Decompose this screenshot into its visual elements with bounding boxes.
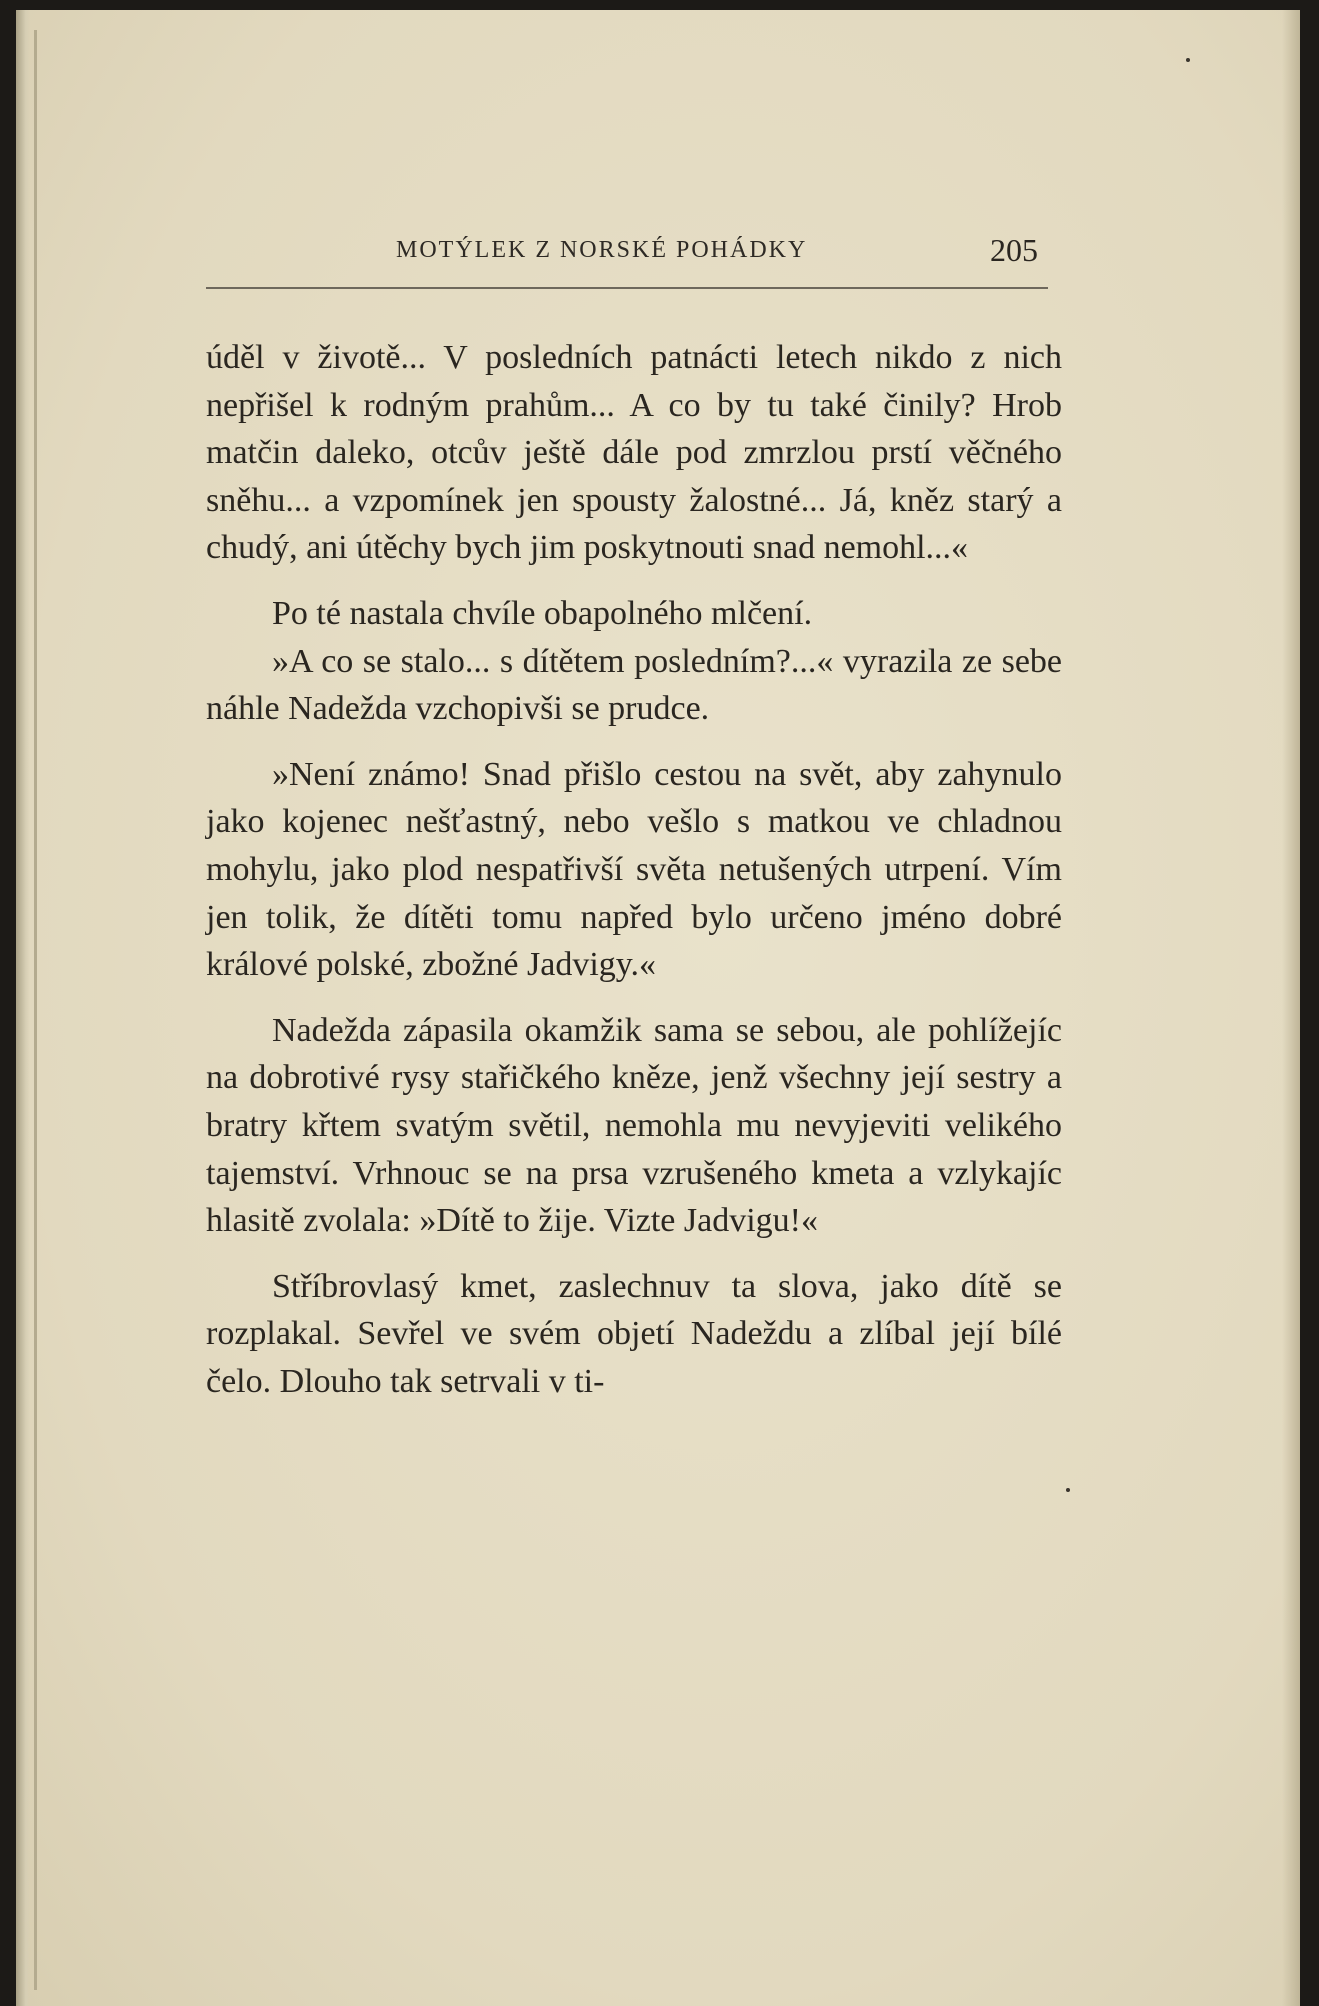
paragraph: Nadežda zápasila okamžik sama se sebou, ale pohlížejíc na dobrotivé rysy stařičkého kněze, jenž všechny její sestry a bratry křtem svatým světil, nemohla mu nevyjeviti velikého tajemství. Vrhnouc se na prsa vzrušeného kmeta a vzlykajíc hlasitě zvolala: »Dítě to žije. Vizte Jadvigu!«	[206, 1011, 1062, 1240]
paper-speck	[1186, 58, 1190, 62]
binding-shadow	[16, 10, 30, 2006]
book-page	[16, 10, 1300, 2006]
paragraph-continued: úděl v životě... V posledních patnácti letech nikdo z nich nepřišel k rodným prahům... A co by tu také činily? Hrob matčin daleko, otcův ještě dále pod zmrzlou prstí věčného sněhu... a vzpomínek jen spousty žalostné... Já, kněz starý a chudý, ani útěchy bych jim poskytnouti snad nemohl...«	[206, 339, 1062, 567]
paragraph: Stříbrovlasý kmet, zaslechnuv ta slova, jako dítě se rozplakal. Sevřel ve svém objetí Nadeždu a zlíbal její bílé čelo. Dlouho tak setrvali v ti-	[206, 1267, 1062, 1400]
running-title: MOTÝLEK Z NORSKÉ POHÁDKY	[396, 237, 808, 263]
spine-line	[34, 30, 37, 1990]
header-rule	[206, 287, 1048, 289]
paper-speck	[1066, 1488, 1070, 1492]
page-number: 205	[990, 232, 1038, 268]
paragraph: Po té nastala chvíle obapolného mlčení.	[272, 594, 813, 632]
page-edge	[1282, 10, 1300, 2006]
page-header	[206, 232, 1066, 272]
body-text	[206, 334, 1062, 1405]
paragraph: »Není známo! Snad přišlo cestou na svět, aby zahynulo jako kojenec nešťastný, nebo vešlo s matkou ve chladnou mohylu, jako plod nespatřivší světa netušených utrpení. Vím jen tolik, že dítěti tomu napřed bylo určeno jméno dobré králové polské, zbožné Jadvigy.«	[206, 755, 1062, 984]
paragraph: »A co se stalo... s dítětem posledním?...« vyrazila ze sebe náhle Nadežda vzchopivši se prudce.	[206, 642, 1062, 728]
